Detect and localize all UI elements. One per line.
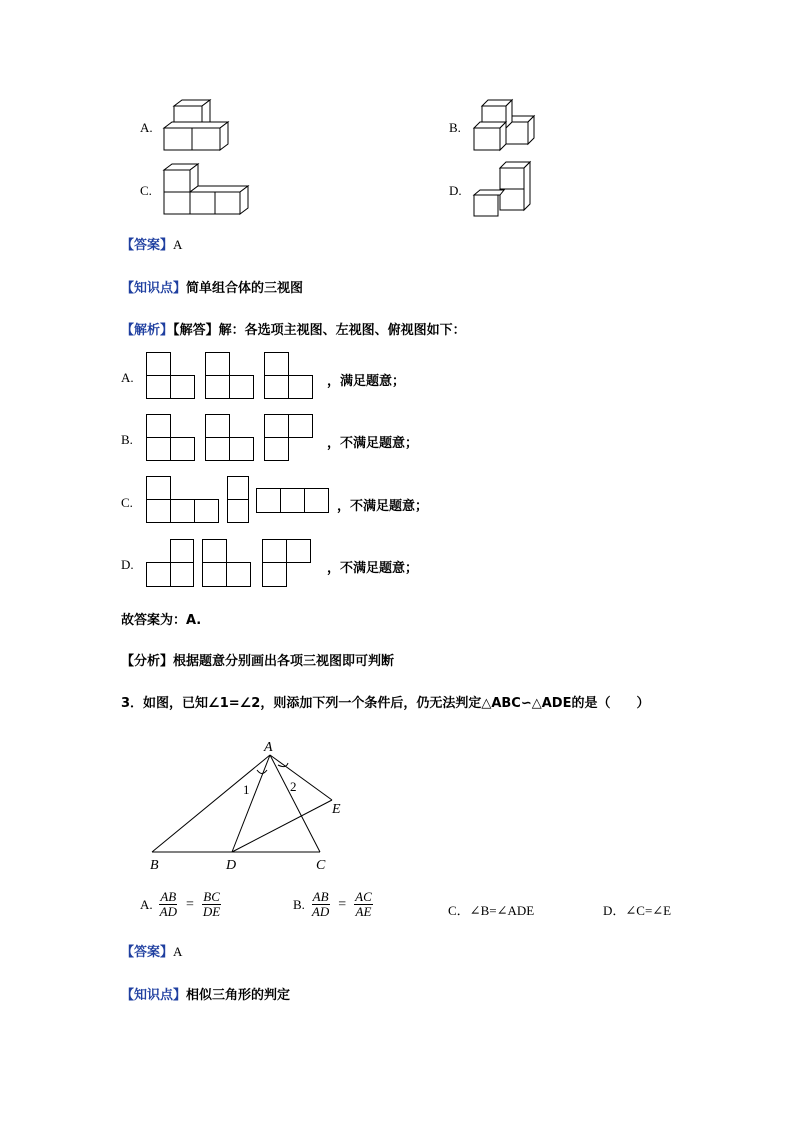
view-row-a-label: A. xyxy=(121,370,134,385)
label-angle-1: 1 xyxy=(243,782,250,797)
answer-value: A xyxy=(173,237,183,252)
option-b-label: B. xyxy=(449,120,461,135)
knowledge-value: 简单组合体的三视图 xyxy=(186,281,304,296)
q2-fenxi-line: 【分析】根据题意分别画出各项三视图即可判断 xyxy=(121,654,395,669)
knowledge-tag: 知识点 xyxy=(134,281,174,296)
view-row-d-verdict: ，不满足题意； xyxy=(327,561,419,576)
view-row-b-label: B. xyxy=(121,432,133,447)
q3-knowledge-line: 【知识点】相似三角形的判定 xyxy=(121,988,291,1003)
option-a-label: A. xyxy=(140,120,153,135)
label-A: A xyxy=(264,740,273,755)
q3-option-d: D．∠C=∠E xyxy=(603,903,672,918)
q2-conclusion: 故答案为：A. xyxy=(121,613,202,628)
view-row-d-label: D. xyxy=(121,557,134,572)
q3-option-b-label: B. xyxy=(293,896,305,912)
q3-knowledge-tag: 知识点 xyxy=(134,988,174,1003)
q3-option-b: B. $\frac{AB}{AD}$ = $\frac{AC}{AE}$ xyxy=(293,889,372,919)
analysis-tag: 解析 xyxy=(134,323,161,338)
q2-knowledge-line: 【知识点】简单组合体的三视图 xyxy=(121,281,304,296)
fenxi-text: 根据题意分别画出各项三视图即可判断 xyxy=(173,654,395,669)
label-D: D xyxy=(226,858,237,873)
fraction-ab-ad-b: $\frac{AB}{AD}$ xyxy=(311,889,330,919)
view-row-d-drawings xyxy=(146,539,326,589)
q2-answer-line: 【答案】A xyxy=(121,237,183,253)
fenxi-tag: 分析 xyxy=(134,654,161,669)
view-row-c-verdict: ，不满足题意； xyxy=(337,499,429,514)
fraction-ab-ad: $\frac{AB}{AD}$ xyxy=(159,889,177,919)
view-row-b-verdict: ，不满足题意； xyxy=(327,436,419,451)
q3-option-a-label: A. xyxy=(140,896,153,912)
view-row-b-drawings xyxy=(146,414,326,462)
fraction-bc-de: $\frac{BC}{DE}$ xyxy=(202,889,221,919)
option-c-label: C. xyxy=(140,183,152,198)
q3-option-c: C．∠B=∠ADE xyxy=(448,903,535,918)
analysis-text: 解：各选项主视图、左视图、俯视图如下： xyxy=(218,323,466,338)
view-row-a-verdict: ，满足题意； xyxy=(327,374,406,389)
option-a-cubes xyxy=(160,96,235,156)
fraction-ac-ae: $\frac{AC}{AE}$ xyxy=(355,889,372,919)
q3-stem: 3．如图，已知∠1=∠2，则添加下列一个条件后，仍无法判定△ABC∽△ADE的是（ ） xyxy=(121,696,650,711)
q3-answer-line: 【答案】A xyxy=(121,944,183,960)
solution-tag: 解答 xyxy=(179,323,206,338)
view-row-c-drawings xyxy=(146,476,346,526)
option-d-cubes xyxy=(470,158,535,220)
answer-tag: 答案 xyxy=(134,238,161,253)
q3-knowledge-value: 相似三角形的判定 xyxy=(186,988,291,1003)
triangle-figure xyxy=(140,735,370,875)
label-C: C xyxy=(316,858,326,873)
label-B: B xyxy=(150,858,159,873)
view-row-a-drawings xyxy=(146,352,326,400)
q2-analysis-line: 【解析】【解答】解：各选项主视图、左视图、俯视图如下： xyxy=(121,323,466,338)
q3-answer-value: A xyxy=(173,944,183,959)
label-angle-2: 2 xyxy=(290,779,297,794)
label-E: E xyxy=(332,802,341,817)
option-d-label: D. xyxy=(449,183,462,198)
view-row-c-label: C. xyxy=(121,495,133,510)
option-c-cubes xyxy=(160,158,255,220)
option-b-cubes xyxy=(472,96,542,156)
q3-answer-tag: 答案 xyxy=(134,945,161,960)
q3-option-a: A. $\frac{AB}{AD}$ = $\frac{BC}{DE}$ xyxy=(140,889,221,919)
